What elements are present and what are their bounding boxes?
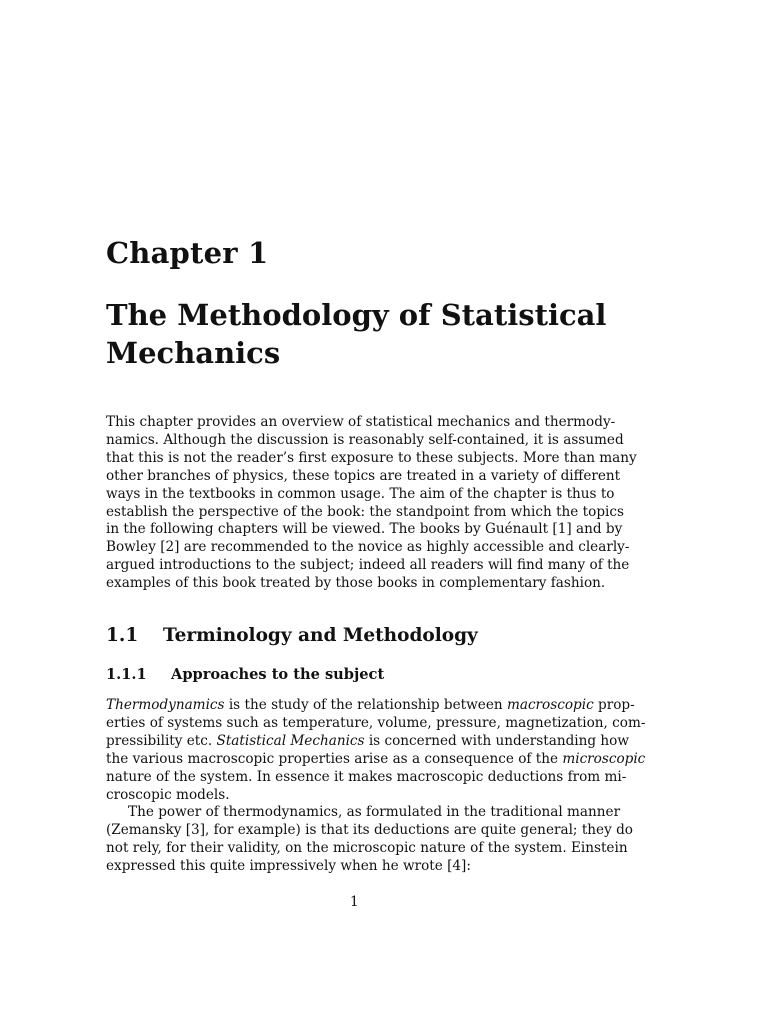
text-line: establish the perspective of the book: the standpoint from which the topics [106,503,624,520]
text-line: examples of this book treated by those books in complementary fashion. [106,575,606,592]
text-line: argued introductions to the subject; indeed all readers will find many of the [106,557,630,574]
section-number: 1.1 [106,625,139,646]
section-title: Terminology and Methodology [163,625,478,646]
chapter-title-line: Mechanics [106,336,281,370]
intro-paragraph [106,414,637,593]
text-line: not rely, for their validity, on the microscopic nature of the system. Einstein [106,840,628,857]
text-line: pressibility etc. Statistical Mechanics is concerned with understanding how [106,732,629,749]
text-line: nature of the system. In essence it makes macroscopic deductions from mi- [106,768,627,785]
emphasis-text: macroscopic [506,697,594,713]
text-line: namics. Although the discussion is reasonably self-contained, it is assumed [106,431,624,448]
text-line: This chapter provides an overview of statistical mechanics and thermody- [106,414,616,430]
subsection-title: Approaches to the subject [171,666,385,683]
book-page [106,0,646,1024]
body-paragraph [106,804,633,876]
text-line: croscopic models. [106,786,230,803]
text-line: the various macroscopic properties arise as a consequence of the microscopic [106,750,646,767]
text-line: other branches of physics, these topics are treated in a variety of different [106,467,621,484]
subsection-body [106,697,646,876]
text-line: ways in the textbooks in common usage. The aim of the chapter is thus to [106,485,615,502]
text-line: in the following chapters will be viewed. The books by Guénault [1] and by [106,521,623,538]
emphasis-text: microscopic [562,750,646,767]
emphasis-text: Statistical Mechanics [216,732,365,749]
text-line: Thermodynamics is the study of the relationship between macroscopic prop- [106,697,635,713]
text-line: Bowley [2] are recommended to the novice as highly accessible and clearly- [106,539,630,556]
text-line: expressed this quite impressively when he wrote [4]: [106,858,471,875]
chapter-title [106,296,609,372]
section-heading [106,625,478,646]
page-number: 1 [350,894,359,910]
text-line: erties of systems such as temperature, volume, pressure, magnetization, com- [106,714,646,731]
text-line: (Zemansky [3], for example) is that its deductions are quite general; they do [106,822,633,839]
emphasis-text: Thermodynamics [106,697,225,713]
text-line: that this is not the reader’s first exposure to these subjects. More than many [106,449,637,466]
chapter-label: Chapter 1 [106,236,269,270]
body-paragraph [106,697,646,804]
text-line: The power of thermodynamics, as formulated in the traditional manner [128,804,621,821]
subsection-heading [106,666,384,683]
subsection-number: 1.1.1 [106,666,147,683]
chapter-title-line: The Methodology of Statistical [106,298,607,332]
chapter-intro [106,414,637,593]
